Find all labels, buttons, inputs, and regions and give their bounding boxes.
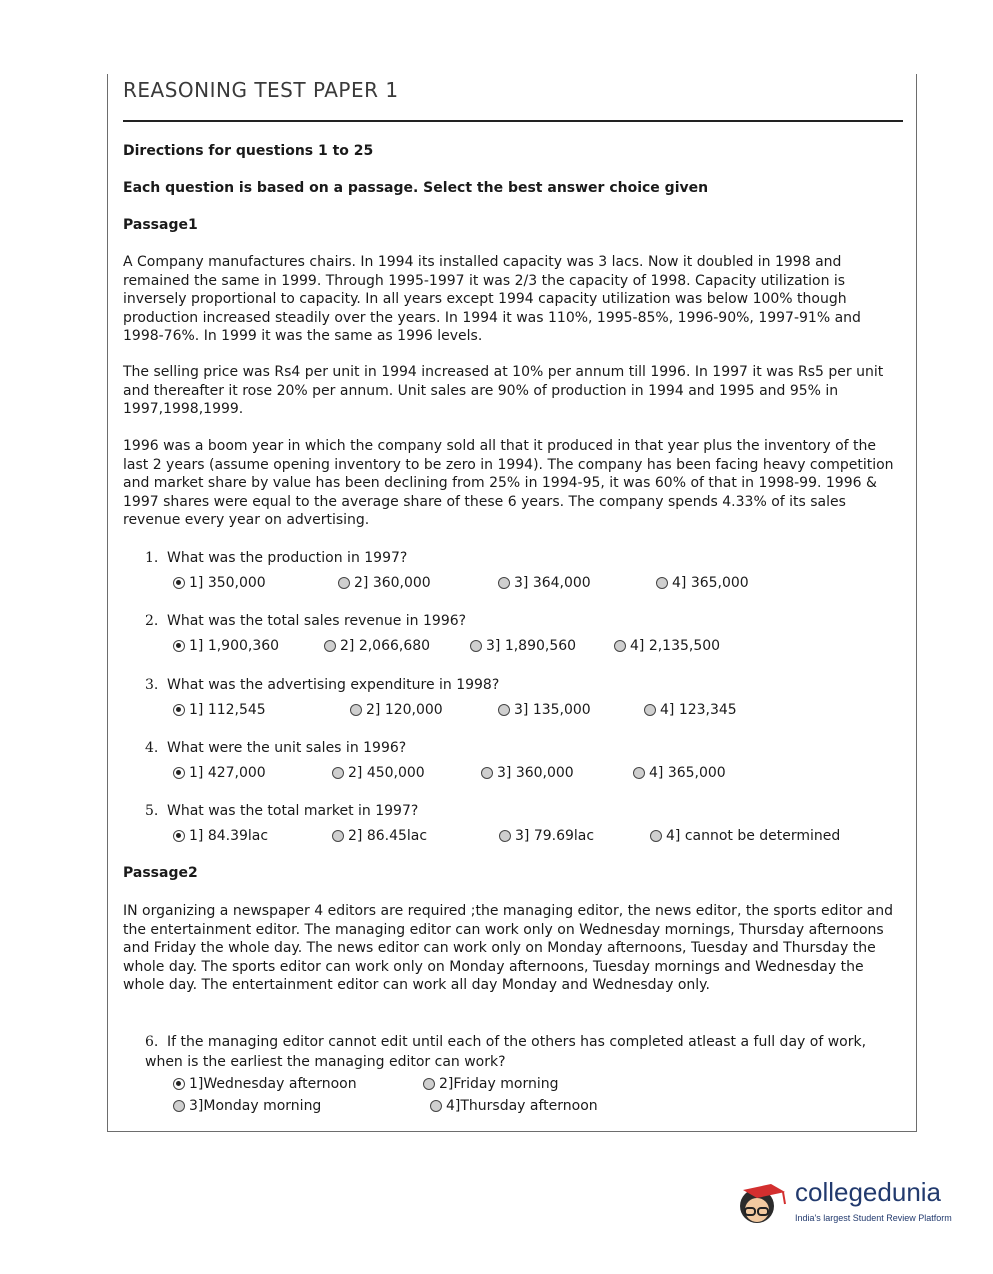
q5-option-2[interactable]: 2] 86.45lac — [332, 828, 427, 844]
question-6: 6. If the managing editor cannot edit until each of the others has completed atleast a full day of work, when is the earliest the managing editor can work? — [145, 1034, 867, 1070]
q4-option-2[interactable]: 2] 450,000 — [332, 765, 425, 781]
radio-selected-icon[interactable] — [173, 830, 185, 842]
passage1-heading: Passage1 — [123, 217, 198, 233]
radio-icon[interactable] — [656, 577, 668, 589]
logo-tagline: India's largest Student Review Platform — [795, 1213, 952, 1223]
radio-selected-icon[interactable] — [173, 1078, 185, 1090]
q5-option-3[interactable]: 3] 79.69lac — [499, 828, 594, 844]
q6-option-1[interactable]: 1]Wednesday afternoon — [173, 1076, 357, 1092]
page-title: REASONING TEST PAPER 1 — [123, 78, 399, 102]
radio-selected-icon[interactable] — [173, 577, 185, 589]
q1-option-2[interactable]: 2] 360,000 — [338, 575, 431, 591]
radio-selected-icon[interactable] — [173, 767, 185, 779]
passage1-paragraph-3: 1996 was a boom year in which the company sold all that it produced in that year plus the inventory of the last 2 years (assume opening inventory to be zero in 1994). The company has been facing heavy competition and market share by value has been declining from 25% in 1994-95, it was 60% of that in 1998-99. 1996 & 1997 shares were equal to the average share of these 6 years. The company spends 4.33% of its sales revenue every year on advertising. — [123, 438, 894, 528]
q5-option-1[interactable]: 1] 84.39lac — [173, 828, 268, 844]
radio-icon[interactable] — [430, 1100, 442, 1112]
q3-option-4[interactable]: 4] 123,345 — [644, 702, 737, 718]
q1-option-3[interactable]: 3] 364,000 — [498, 575, 591, 591]
radio-icon[interactable] — [614, 640, 626, 652]
question-4: 4. What were the unit sales in 1996? — [145, 740, 407, 756]
q4-option-1[interactable]: 1] 427,000 — [173, 765, 266, 781]
q3-option-3[interactable]: 3] 135,000 — [498, 702, 591, 718]
radio-icon[interactable] — [644, 704, 656, 716]
q1-option-4[interactable]: 4] 365,000 — [656, 575, 749, 591]
q6-option-4[interactable]: 4]Thursday afternoon — [430, 1098, 598, 1114]
q5-option-4[interactable]: 4] cannot be determined — [650, 828, 840, 844]
passage2-heading: Passage2 — [123, 865, 198, 881]
instruction: Each question is based on a passage. Select the best answer choice given — [123, 180, 709, 196]
directions: Directions for questions 1 to 25 — [123, 143, 374, 159]
question-2: 2. What was the total sales revenue in 1996? — [145, 613, 467, 629]
radio-icon[interactable] — [324, 640, 336, 652]
passage1-paragraph-1: A Company manufactures chairs. In 1994 its installed capacity was 3 lacs. Now it doubled in 1998 and remained the same in 1999. Through 1995-1997 it was 2/3 the capacity of 1998. Capacity utilization is inversely proportional to capacity. In all years except 1994 capacity utilization was below 100% though production increased steadily over the years. In 1994 it was 110%, 1995-85%, 1996-90%, 1997-91% and 1998-76%. In 1999 it was the same as 1996 levels. — [123, 254, 861, 344]
radio-selected-icon[interactable] — [173, 640, 185, 652]
radio-icon[interactable] — [498, 704, 510, 716]
radio-icon[interactable] — [350, 704, 362, 716]
q2-option-2[interactable]: 2] 2,066,680 — [324, 638, 430, 654]
radio-icon[interactable] — [650, 830, 662, 842]
radio-icon[interactable] — [332, 830, 344, 842]
question-3: 3. What was the advertising expenditure in 1998? — [145, 677, 500, 693]
q3-option-1[interactable]: 1] 112,545 — [173, 702, 266, 718]
q2-option-3[interactable]: 3] 1,890,560 — [470, 638, 576, 654]
radio-icon[interactable] — [332, 767, 344, 779]
radio-icon[interactable] — [338, 577, 350, 589]
question-1: 1. What was the production in 1997? — [145, 550, 408, 566]
passage1-paragraph-2: The selling price was Rs4 per unit in 1994 increased at 10% per annum till 1996. In 1997 it was Rs5 per unit and thereafter it rose 20% per annum. Unit sales are 90% of production in 1994 and 1995 and 95% in 1997,1998,1999. — [123, 364, 884, 417]
radio-icon[interactable] — [423, 1078, 435, 1090]
q4-option-3[interactable]: 3] 360,000 — [481, 765, 574, 781]
radio-icon[interactable] — [498, 577, 510, 589]
q4-option-4[interactable]: 4] 365,000 — [633, 765, 726, 781]
radio-icon[interactable] — [481, 767, 493, 779]
q2-option-1[interactable]: 1] 1,900,360 — [173, 638, 279, 654]
q1-option-1[interactable]: 1] 350,000 — [173, 575, 266, 591]
q6-option-3[interactable]: 3]Monday morning — [173, 1098, 321, 1114]
radio-icon[interactable] — [499, 830, 511, 842]
q6-option-2[interactable]: 2]Friday morning — [423, 1076, 559, 1092]
radio-icon[interactable] — [173, 1100, 185, 1112]
q3-option-2[interactable]: 2] 120,000 — [350, 702, 443, 718]
passage2-paragraph: IN organizing a newspaper 4 editors are required ;the managing editor, the news editor, the sports editor and the entertainment editor. The managing editor can work only on Wednesday mornings, Thursday afternoons and Friday the whole day. The news editor can work only on Monday afternoons, Tuesday and Thursday the whole day. The sports editor can work only on Monday afternoons, Tuesday mornings and Wednesday the whole day. The entertainment editor can work all day Monday and Wednesday only. — [123, 903, 893, 993]
question-5: 5. What was the total market in 1997? — [145, 803, 419, 819]
radio-icon[interactable] — [470, 640, 482, 652]
radio-selected-icon[interactable] — [173, 704, 185, 716]
title-rule — [123, 120, 903, 122]
q2-option-4[interactable]: 4] 2,135,500 — [614, 638, 720, 654]
logo-name: collegedunia — [795, 1177, 942, 1207]
radio-icon[interactable] — [633, 767, 645, 779]
